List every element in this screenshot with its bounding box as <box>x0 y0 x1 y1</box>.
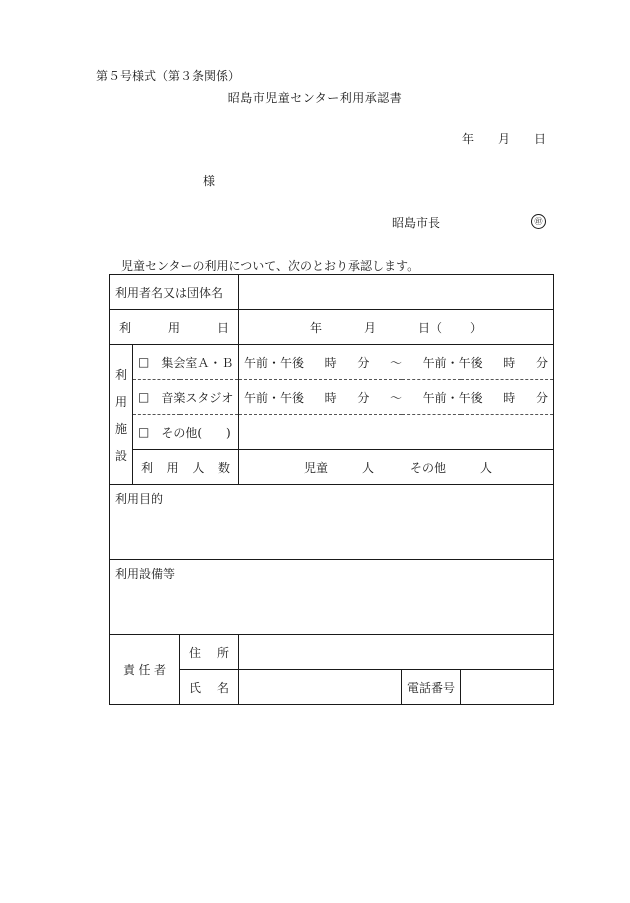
address-label-cell <box>180 635 239 670</box>
checkbox-icon[interactable]: □ <box>138 355 150 369</box>
responsible-label-cell <box>110 635 180 705</box>
document-title: 昭島市児童センター利用承認書 <box>227 91 403 105</box>
application-table <box>109 274 554 705</box>
headcount-label-char: 人 <box>192 460 205 475</box>
ampm-end: 午前・午後 <box>422 355 483 370</box>
address-field[interactable] <box>239 635 554 670</box>
address-label-char: 所 <box>216 645 229 660</box>
time-range-1[interactable] <box>239 345 554 380</box>
row-equipment <box>110 560 554 635</box>
facility-label-char: 設 <box>114 448 127 463</box>
hour-label: 時 <box>503 355 516 370</box>
row-purpose <box>110 485 554 560</box>
hour-label: 時 <box>324 390 337 405</box>
responsible-label-char: 者 <box>153 663 166 677</box>
day-label: 日 <box>534 132 547 146</box>
year-label: 年 <box>462 132 475 146</box>
purpose-label: 利用目的 <box>115 492 164 506</box>
name-field[interactable] <box>239 670 402 705</box>
row-facility-2 <box>110 380 554 415</box>
use-date-label-char: 用 <box>167 320 180 335</box>
facility-label-char: 用 <box>114 394 127 409</box>
tilde: ～ <box>389 390 402 405</box>
seal-mark: ㊞ <box>531 214 546 229</box>
person-unit: 人 <box>480 460 493 475</box>
person-unit: 人 <box>362 460 375 475</box>
facility-assembly-room[interactable] <box>133 345 239 380</box>
hour-label: 時 <box>503 390 516 405</box>
use-date-label-char: 日 <box>216 320 229 335</box>
row-facility-other <box>110 415 554 450</box>
responsible-label-char: 責 <box>123 663 136 677</box>
headcount-label-char: 利 <box>141 460 154 475</box>
issue-date-line <box>462 130 546 147</box>
tilde: ～ <box>389 355 402 370</box>
use-date-day: 日（ <box>418 320 443 335</box>
facility-other[interactable] <box>133 415 239 450</box>
facility-group-label <box>110 345 133 485</box>
minute-label: 分 <box>357 390 370 405</box>
minute-label: 分 <box>535 390 548 405</box>
phone-label-cell <box>402 670 461 705</box>
use-date-label-cell <box>110 310 239 345</box>
purpose-field[interactable] <box>110 485 554 560</box>
phone-label: 電話番号 <box>407 680 456 695</box>
checkbox-icon[interactable]: □ <box>138 390 150 404</box>
address-label-char: 住 <box>189 645 202 660</box>
hour-label: 時 <box>324 355 337 370</box>
row-headcount <box>110 450 554 485</box>
use-date-field[interactable] <box>239 310 554 345</box>
ampm-start: 午前・午後 <box>244 390 305 405</box>
headcount-label-cell <box>133 450 239 485</box>
other-label: その他 <box>410 460 447 475</box>
time-range-2[interactable] <box>239 380 554 415</box>
row-facility-1 <box>110 345 554 380</box>
addressee-suffix: 様 <box>203 174 216 188</box>
minute-label: 分 <box>535 355 548 370</box>
applicant-label-cell <box>110 275 239 310</box>
issuer-name: 昭島市長 <box>392 216 441 230</box>
intro-text: 児童センターの利用について、次のとおり承認します。 <box>121 259 420 273</box>
row-applicant <box>110 275 554 310</box>
facility-name: その他( ) <box>161 425 231 440</box>
name-label-char: 名 <box>216 680 229 695</box>
responsible-label-char: 任 <box>138 663 151 677</box>
name-label-char: 氏 <box>189 680 202 695</box>
applicant-label: 利用者名又は団体名 <box>115 285 224 300</box>
use-date-label-char: 利 <box>119 320 132 335</box>
equipment-field[interactable] <box>110 560 554 635</box>
use-date-year: 年 <box>309 320 322 335</box>
facility-name: 集会室Ａ・Ｂ <box>161 355 234 370</box>
headcount-field[interactable] <box>239 450 554 485</box>
row-address <box>110 635 554 670</box>
headcount-label-char: 数 <box>217 460 230 475</box>
children-label: 児童 <box>304 460 329 475</box>
month-label: 月 <box>498 132 511 146</box>
facility-name: 音楽スタジオ <box>161 390 234 405</box>
row-use-date <box>110 310 554 345</box>
headcount-label-char: 用 <box>166 460 179 475</box>
applicant-field[interactable] <box>239 275 554 310</box>
checkbox-icon[interactable]: □ <box>138 425 150 439</box>
use-date-close: ） <box>470 320 483 335</box>
facility-label-char: 施 <box>114 421 127 436</box>
name-label-cell <box>180 670 239 705</box>
phone-field[interactable] <box>461 670 554 705</box>
facility-label-char: 利 <box>114 367 127 382</box>
facility-music-studio[interactable] <box>133 380 239 415</box>
form-number: 第５号様式（第３条関係） <box>96 69 241 83</box>
facility-other-field[interactable] <box>239 415 554 450</box>
equipment-label: 利用設備等 <box>115 567 176 581</box>
use-date-month: 月 <box>364 320 377 335</box>
minute-label: 分 <box>357 355 370 370</box>
ampm-start: 午前・午後 <box>244 355 305 370</box>
ampm-end: 午前・午後 <box>422 390 483 405</box>
